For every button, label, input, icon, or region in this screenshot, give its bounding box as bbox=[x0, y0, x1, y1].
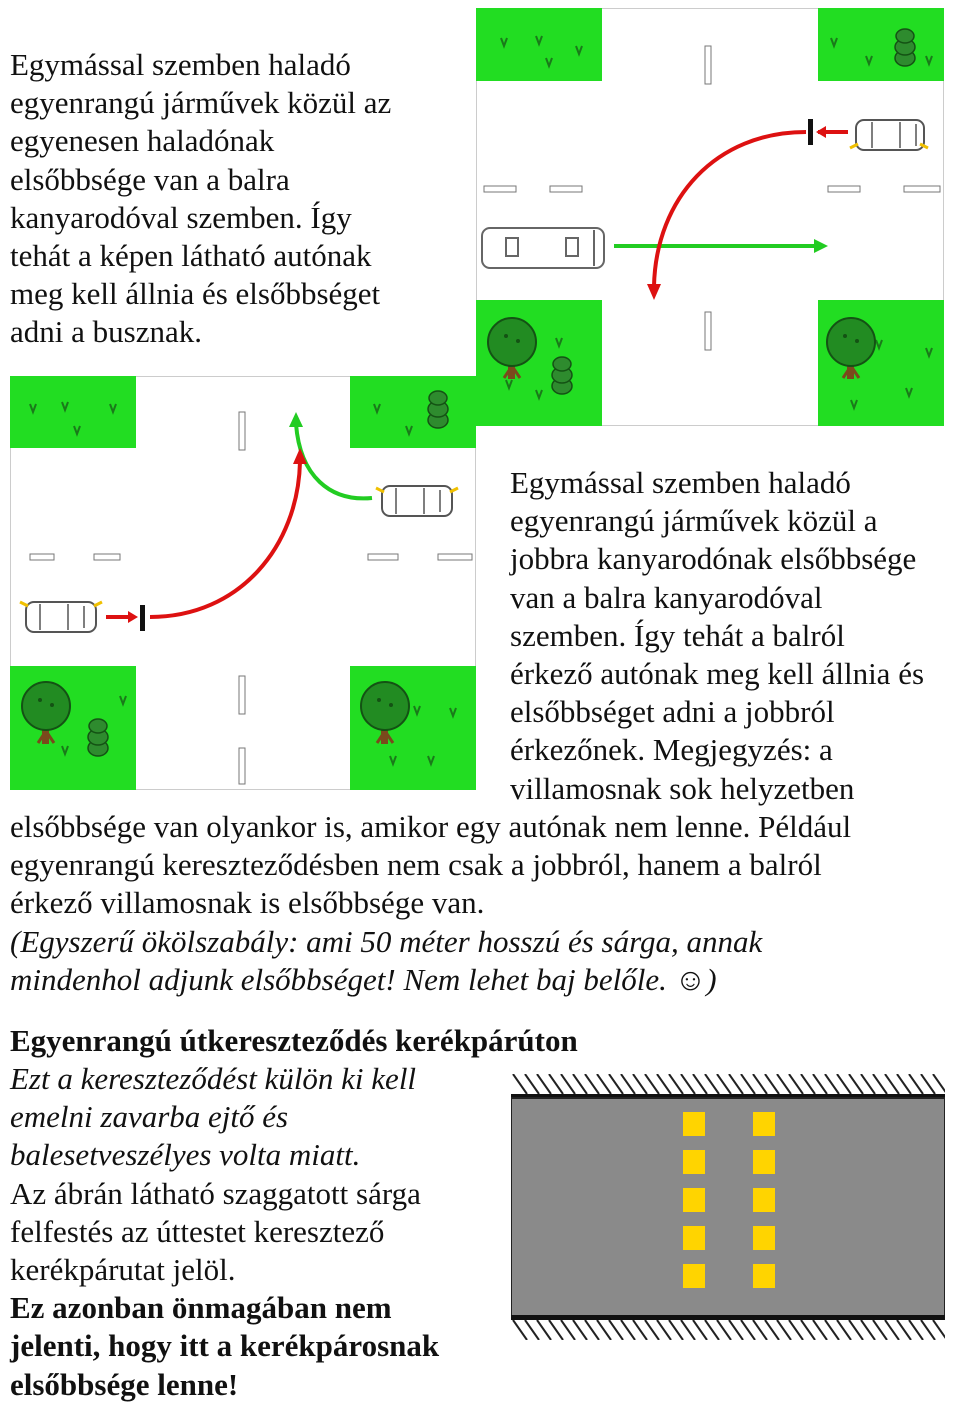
hatch-line bbox=[825, 1320, 839, 1340]
bike-crossing-diagram bbox=[511, 1074, 945, 1340]
hatch-line bbox=[561, 1320, 575, 1340]
hatch-line bbox=[705, 1320, 719, 1340]
text-block-bus-priority bbox=[10, 46, 391, 352]
bush-icon bbox=[552, 357, 572, 394]
hatch-line bbox=[825, 1074, 839, 1094]
hatch-line bbox=[885, 1074, 899, 1094]
warning-line: Ez azonban önmagában nem bbox=[10, 1290, 392, 1326]
road-surface bbox=[511, 1098, 945, 1316]
hatch-line bbox=[669, 1074, 683, 1094]
hatch-line bbox=[597, 1074, 611, 1094]
hatch-line bbox=[849, 1074, 863, 1094]
hatch-line bbox=[681, 1074, 695, 1094]
bush-icon bbox=[428, 391, 448, 428]
hatch-line bbox=[609, 1320, 623, 1340]
bike-lane-square bbox=[753, 1264, 775, 1288]
text-line: érkező villamosnak is elsőbbsége van. bbox=[10, 885, 485, 921]
text-block-bike-crossing bbox=[10, 1060, 439, 1404]
hatch-line bbox=[717, 1074, 731, 1094]
text-block-tram-note bbox=[10, 808, 851, 999]
text-line: adni a busznak. bbox=[10, 314, 202, 350]
hatch-line bbox=[525, 1320, 539, 1340]
grass-corner bbox=[476, 300, 602, 426]
grass-corner bbox=[350, 666, 476, 790]
text-line: elsőbbsége van a balra bbox=[10, 161, 290, 197]
hatch-line bbox=[621, 1074, 635, 1094]
hatch-line bbox=[549, 1074, 563, 1094]
text-line: van a balra kanyarodóval bbox=[510, 579, 823, 615]
hatch-line bbox=[753, 1320, 767, 1340]
section-heading: Egyenrangú útkereszteződés kerékpárúton bbox=[10, 1023, 578, 1058]
text-line: egyenrangú kereszteződésben nem csak a jobbról, hanem a balról bbox=[10, 847, 822, 883]
hatch-line bbox=[741, 1074, 755, 1094]
grass-corner bbox=[350, 376, 476, 448]
text-line: meg kell állnia és elsőbbséget bbox=[10, 276, 381, 312]
hatch-line bbox=[609, 1074, 623, 1094]
hatch-line bbox=[537, 1074, 551, 1094]
hatch-line bbox=[585, 1320, 599, 1340]
hatch-line bbox=[729, 1320, 743, 1340]
hatch-line bbox=[777, 1074, 791, 1094]
text-line: elsőbbséget adni a jobbról bbox=[510, 694, 835, 730]
bike-lane-square bbox=[753, 1112, 775, 1136]
text-line: Egymással szemben haladó bbox=[10, 47, 351, 82]
bike-lane-square bbox=[753, 1226, 775, 1250]
intersection-diagram-bus bbox=[476, 8, 944, 426]
text-line: Egymással szemben haladó bbox=[510, 465, 851, 500]
hatch-line bbox=[885, 1320, 899, 1340]
hatch-line bbox=[921, 1074, 935, 1094]
hatch-line bbox=[513, 1074, 527, 1094]
bush-icon bbox=[895, 29, 915, 66]
hatch-line bbox=[849, 1320, 863, 1340]
grass-corner bbox=[818, 300, 944, 426]
car-icon bbox=[850, 120, 928, 150]
bike-lane-square bbox=[683, 1188, 705, 1212]
text-line: érkező autónak meg kell állnia és bbox=[510, 656, 925, 692]
hatch-line bbox=[897, 1320, 911, 1340]
hatch-line bbox=[897, 1074, 911, 1094]
hatch-line bbox=[657, 1074, 671, 1094]
hatch-line bbox=[645, 1320, 659, 1340]
grass-corner bbox=[818, 8, 944, 81]
text-line: egyenrangú járművek közül a bbox=[510, 503, 878, 539]
hatch-line bbox=[813, 1074, 827, 1094]
hatch-line bbox=[933, 1074, 945, 1094]
bike-lane-square bbox=[683, 1226, 705, 1250]
hatch-line bbox=[597, 1320, 611, 1340]
hatch-line bbox=[789, 1320, 803, 1340]
hatch-line bbox=[621, 1320, 635, 1340]
text-line: egyenrangú járművek közül az bbox=[10, 85, 392, 121]
text-line: jobbra kanyarodónak elsőbbsége bbox=[510, 541, 917, 577]
hatch-line bbox=[801, 1074, 815, 1094]
hatch-line bbox=[933, 1320, 945, 1340]
hatch-line bbox=[777, 1320, 791, 1340]
text-line: kerékpárutat jelöl. bbox=[10, 1252, 236, 1288]
hatch-line bbox=[525, 1074, 539, 1094]
hatch-line bbox=[693, 1074, 707, 1094]
hatch-line bbox=[801, 1320, 815, 1340]
text-line: emelni zavarba ejtő és bbox=[10, 1099, 289, 1135]
text-line: egyenesen haladónak bbox=[10, 123, 275, 159]
warning-line: elsőbbsége lenne! bbox=[10, 1366, 239, 1402]
hatch-line bbox=[717, 1320, 731, 1340]
hatch-line bbox=[921, 1320, 935, 1340]
hatch-line bbox=[585, 1074, 599, 1094]
hatch-line bbox=[789, 1074, 803, 1094]
hatch-line bbox=[561, 1074, 575, 1094]
hatch-line bbox=[705, 1074, 719, 1094]
hatch-line bbox=[657, 1320, 671, 1340]
hatch-line bbox=[861, 1320, 875, 1340]
bike-lane-square bbox=[753, 1150, 775, 1174]
hatch-line bbox=[765, 1074, 779, 1094]
text-line: felfestés az úttestet keresztező bbox=[10, 1213, 385, 1249]
hatch-line bbox=[513, 1320, 527, 1340]
text-line: villamosnak sok helyzetben bbox=[510, 770, 855, 806]
rule-of-thumb-line: (Egyszerű ökölszabály: ami 50 méter hosszú és sárga, annak bbox=[10, 923, 763, 959]
text-block-right-turn-priority bbox=[510, 464, 924, 808]
hatch-line bbox=[573, 1074, 587, 1094]
hatch-line bbox=[549, 1320, 563, 1340]
hatch-line bbox=[693, 1320, 707, 1340]
rule-of-thumb-line: mindenhol adjunk elsőbbséget! Nem lehet baj belőle. ☺) bbox=[10, 961, 717, 997]
text-line: tehát a képen látható autónak bbox=[10, 238, 372, 274]
hatch-line bbox=[633, 1074, 647, 1094]
hatch-line bbox=[765, 1320, 779, 1340]
hatch-line bbox=[753, 1074, 767, 1094]
hatch-line bbox=[909, 1074, 923, 1094]
bike-lane-square bbox=[753, 1188, 775, 1212]
hatch-line bbox=[873, 1074, 887, 1094]
hatch-line bbox=[861, 1074, 875, 1094]
hatch-line bbox=[633, 1320, 647, 1340]
text-line: Az ábrán látható szaggatott sárga bbox=[10, 1175, 421, 1211]
warning-line: jelenti, hogy itt a kerékpárosnak bbox=[10, 1328, 440, 1364]
bus-icon bbox=[482, 228, 604, 268]
text-line: elsőbbsége van olyankor is, amikor egy autónak nem lenne. Például bbox=[10, 809, 852, 844]
hatch-line bbox=[909, 1320, 923, 1340]
hatch-line bbox=[681, 1320, 695, 1340]
bush-icon bbox=[88, 719, 108, 756]
text-line: Ezt a kereszteződést külön ki kell bbox=[10, 1061, 417, 1096]
hatch-line bbox=[741, 1320, 755, 1340]
car-icon bbox=[20, 602, 102, 632]
car-icon bbox=[376, 486, 458, 516]
bike-lane-square bbox=[683, 1264, 705, 1288]
text-line: szemben. Így tehát a balról bbox=[510, 617, 845, 653]
hatch-line bbox=[837, 1320, 851, 1340]
text-line: balesetveszélyes volta miatt. bbox=[10, 1137, 361, 1173]
text-line: érkezőnek. Megjegyzés: a bbox=[510, 732, 833, 768]
hatch-line bbox=[729, 1074, 743, 1094]
hatch-line bbox=[645, 1074, 659, 1094]
intersection-diagram-right-turn bbox=[10, 376, 476, 790]
grass-corner bbox=[10, 666, 136, 790]
hatch-line bbox=[669, 1320, 683, 1340]
hatch-line bbox=[573, 1320, 587, 1340]
bike-lane-square bbox=[683, 1150, 705, 1174]
hatch-line bbox=[873, 1320, 887, 1340]
hatch-line bbox=[537, 1320, 551, 1340]
grass-corner bbox=[10, 376, 136, 448]
text-line: kanyarodóval szemben. Így bbox=[10, 199, 352, 235]
hatch-line bbox=[837, 1074, 851, 1094]
hatch-line bbox=[813, 1320, 827, 1340]
bike-lane-square bbox=[683, 1112, 705, 1136]
